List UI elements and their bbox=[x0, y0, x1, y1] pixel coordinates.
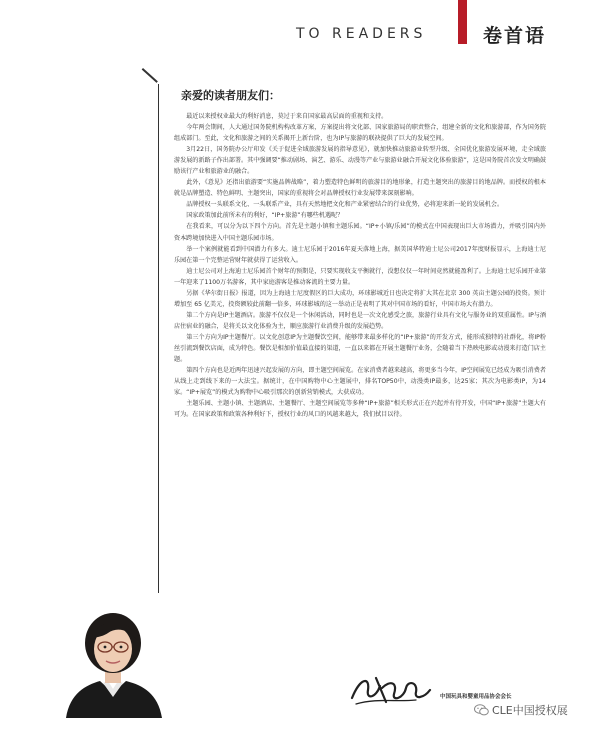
paragraph: 在我看来，可以分为以下四个方向。首先是主题小镇和主题乐园。“IP+小镇/乐园”的模式在中国表现出巨大市场潜力，并吸引国内外资本跨境加快进入中国主题乐园市场。 bbox=[174, 223, 546, 242]
paragraph: 最近以来授权业最大的利好消息，莫过于来自国家最高层面的重视和支持。 bbox=[186, 113, 388, 120]
author-portrait bbox=[58, 593, 168, 718]
vertical-divider bbox=[158, 84, 159, 664]
paragraph: 迪士尼公司对上海迪士尼乐园首个财年的预期是，只要实现收支平衡就行，没想仅仅一年时间竟然就能盈利了。上海迪士尼乐园开业第一年迎来了1100万名游客，其中家庭游客是推动客流的主要力量。 bbox=[174, 267, 546, 286]
header-chinese-title: 卷首语 bbox=[483, 25, 547, 47]
watermark bbox=[474, 702, 568, 718]
paragraph: 品牌授权一头联系文化、一头联系产业，具有天然地把文化和产业紧密结合的行业优势，必将迎来新一轮的发展机会。 bbox=[186, 201, 504, 209]
paragraph: 今年两会期间，人大通过国务院机构构改革方案，方案提出将文化部、国家旅游局的职责整合，组建全新的文化和旅游部，作为国务院组成部门。至此，文化和旅游之间的关系揭开上新台阶，也为IP与旅游的联袂提供了巨大的发展空间。 bbox=[174, 124, 546, 143]
corner-diagonal-line bbox=[142, 68, 158, 83]
paragraph: 国家政策加此前所未有的利好，“IP+旅游”有哪些机遇呢？ bbox=[186, 212, 344, 220]
handwritten-signature bbox=[346, 668, 436, 712]
wechat-icon bbox=[474, 704, 489, 716]
paragraph: 主题乐园、主题小镇、主题酒店、主题餐厅、主题空间展览等多种“IP+旅游”相关形式正在兴起并有待开发，中国“IP+旅游”主题大有可为。在国家政策和政策各种利好下，授权行业的风口的风越来越大，我们拭目以待。 bbox=[174, 400, 546, 419]
paragraph: 另据《华尔街日报》报道，因为上海迪士尼度假区的巨大成功，环球影城近日也决定将扩大其在北京 300 英亩主题公园的投资。预计增加至 65 亿美元，投资额较此前翻一倍多，环球影城的这一举动正是表明了其对中国市场的看好，中国市场大有潜力。 bbox=[174, 289, 546, 308]
paragraph: 3月22日，国务院办公厅印发《关于促进全域旅游发展的指导意见》，就加快推动旅游业转型升级、全国优化旅游发展环境，走全域旅游发展的新路子作出部署。其中强调要“推动剧场、演艺、游乐、动漫等产业与旅游业融合开展文化体验旅游”，这是国务院首次发文明确鼓励该行产业和旅游业的融合。 bbox=[174, 146, 546, 176]
paragraph: 第二个方向是IP主题酒店。旅游不仅仅是一个休闲活动，同时也是一次文化感受之旅，旅游行业具有文化与服务业的双重属性。IP与酒店住宿业的融合，是将关以文化体验为主，顺应旅游行业消费升级的发展趋势。 bbox=[174, 311, 546, 330]
paragraph: 第三个方向为IP主题餐厅。以文化创意IP为主题餐饮空间，能够带来最多样化的“IP+旅游”的开发方式，能形成独特的社群化，将IP粉丝引流到餐饮店面，成为特色。餐饮是相加价值最直接的渠道，一直以来都在开展主题餐厅业务，会随着当下热映电影或动漫来打造门店主题。 bbox=[174, 333, 546, 364]
greeting: 亲爱的读者朋友们： bbox=[181, 89, 280, 102]
paragraph: 第四个方向也是近两年迅速兴起发展的方向，即主题空间展览。在家消费者越来越高，将更多当今年，IP空间展览已经成为吸引消费者从线上走到线下来的一大法宝。据统计，在中国购物中心主题展中，排名TOP50中，动漫类IP最多，达25家；其次为电影类IP，为14家。“IP+展览”的模式为购物中心吸引那次的创新营销模式，大获成功。 bbox=[174, 367, 546, 397]
watermark-text: CLE中国授权展 bbox=[492, 704, 568, 717]
header-accent-bar bbox=[458, 0, 467, 44]
header-english-title: TO READERS bbox=[296, 26, 427, 42]
paragraph: 举一个案例就能看到中国潜力有多大。迪士尼乐园于2016年夏天落地上海，据美国华特迪士尼公司2017年度财报显示，上海迪士尼乐园在第一个完整运营财年就获得了运营收入。 bbox=[174, 245, 546, 264]
paragraph: 此外，《意见》还指出旅游要“实施品牌战略”，着力塑造特色鲜明的旅游目的地形象，打造主题突出的旅游目的地品牌。而授权的根本就是品牌塑造、特色鲜明、主题突出，国家的重视将会对品牌授权行业发展带来深刻影响。 bbox=[174, 179, 546, 198]
article-body bbox=[174, 111, 546, 420]
author-organization: 中国玩具和婴童用品协会会长 bbox=[440, 694, 512, 700]
